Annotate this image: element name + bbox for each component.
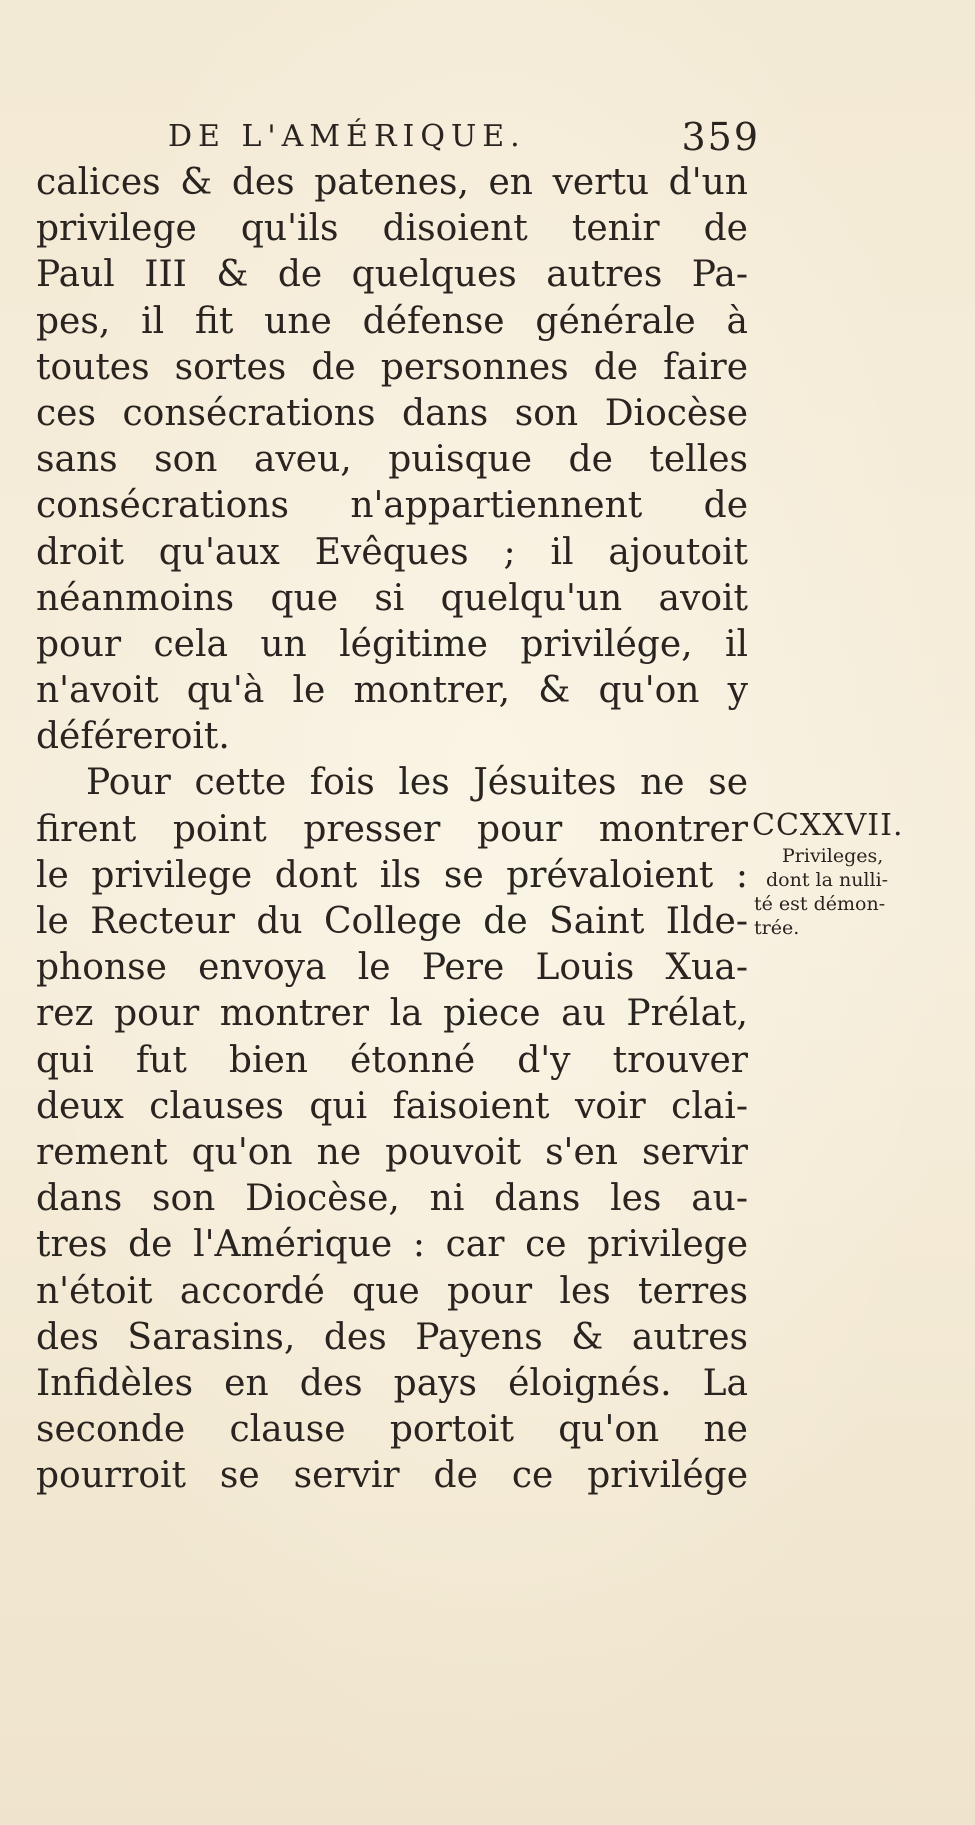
text-line: seconde clause portoit qu'on ne — [36, 1409, 748, 1451]
text-line: rement qu'on ne pouvoit s'en servir — [36, 1131, 748, 1173]
text-line: néanmoins que si quelqu'un avoit — [36, 577, 748, 619]
margin-note-line: Privileges, — [782, 845, 884, 867]
text-line: privilege qu'ils disoient tenir de — [36, 208, 748, 250]
text-line: dans son Diocèse, ni dans les au- — [36, 1178, 748, 1220]
text-line: Infidèles en des pays éloignés. La — [36, 1362, 748, 1404]
margin-note-line: dont la nulli- — [766, 869, 889, 891]
text-line: calices & des patenes, en vertu d'un — [36, 162, 748, 203]
text-line: déféreroit. — [36, 716, 230, 758]
page-number: 359 — [681, 115, 760, 159]
text-line: consécrations n'appartiennent de — [36, 485, 748, 527]
text-line: n'avoit qu'à le montrer, & qu'on y — [36, 670, 748, 712]
text-line: toutes sortes de personnes de faire — [36, 346, 748, 388]
text-line: Paul III & de quelques autres Pa- — [36, 254, 748, 296]
text-line: le Recteur du College de Saint Ilde- — [36, 901, 748, 942]
margin-note-line: té est démon- — [754, 893, 886, 915]
text-line: n'étoit accordé que pour les terres — [36, 1270, 748, 1312]
text-line: droit qu'aux Evêques ; il ajoutoit — [36, 531, 748, 573]
text-line: deux clauses qui faisoient voir clai- — [36, 1085, 748, 1127]
margin-note-line: trée. — [754, 917, 800, 939]
text-line: qui fut bien étonné d'y trouver — [36, 1039, 748, 1081]
text-line: des Sarasins, des Payens & autres — [36, 1316, 748, 1358]
body-text — [36, 160, 748, 1499]
text-line: sans son aveu, puisque de telles — [36, 439, 748, 481]
paragraph-start-line: Pour cette fois les Jésuites ne se — [86, 762, 748, 804]
running-title: DE L'AMÉRIQUE. — [168, 119, 526, 154]
text-line: ces consécrations dans son Diocèse — [36, 392, 748, 434]
text-line: tres de l'Amérique : car ce privilege — [36, 1224, 748, 1266]
margin-note — [752, 808, 962, 940]
page-header — [160, 112, 760, 162]
margin-note-heading: CCXXVII. — [752, 808, 904, 843]
text-line: pour cela un légitime privilége, il — [36, 623, 748, 665]
text-line: firent point presser pour montrer — [36, 808, 748, 850]
text-line: le privilege dont ils se prévaloient : — [36, 854, 748, 896]
text-line: phonse envoya le Pere Louis Xua- — [36, 947, 748, 989]
text-line: pes, il fit une défense générale à — [36, 300, 748, 342]
text-line: pourroit se servir de ce privilége — [36, 1455, 748, 1497]
text-line: rez pour montrer la piece au Prélat, — [36, 993, 748, 1035]
